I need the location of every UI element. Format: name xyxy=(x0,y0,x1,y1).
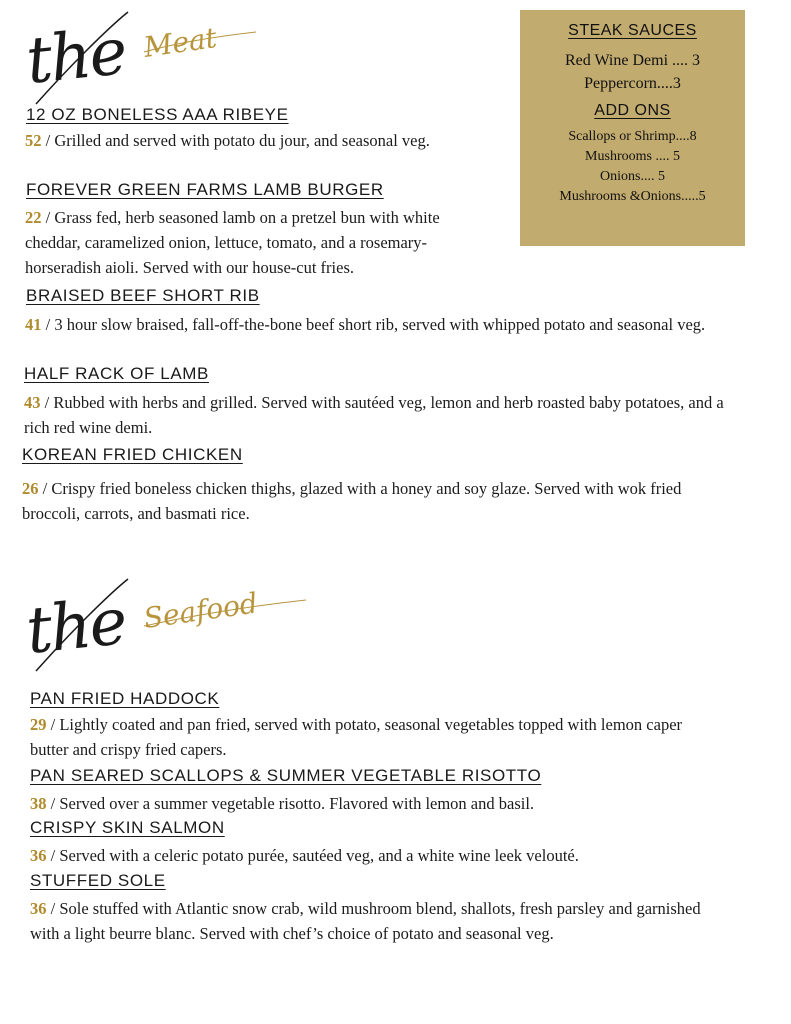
meat-script-flourish xyxy=(28,8,138,108)
addon-item: Mushrooms &Onions.....5 xyxy=(559,189,706,204)
menu-item-price: 36 xyxy=(30,899,47,918)
menu-item-description: 52 / Grilled and served with potato du jour, and seasonal veg. xyxy=(25,131,430,150)
sauce-item: Red Wine Demi .... 3 xyxy=(564,52,701,69)
seafood-script-title: Seafood xyxy=(141,586,260,635)
seafood-script-the: the xyxy=(22,585,129,669)
meat-script-underline xyxy=(140,28,260,58)
menu-item-price: 52 xyxy=(25,131,42,150)
sauce-item: Peppercorn....3 xyxy=(584,75,681,92)
menu-item-description: 38 / Served over a summer vegetable risotto. Flavored with lemon and basil. xyxy=(30,794,535,813)
menu-item-price: 26 xyxy=(22,479,39,498)
menu-item-title: STUFFED SOLE xyxy=(30,871,166,890)
menu-item-description: 36 / Sole stuffed with Atlantic snow crab, wild mushroom blend, shallots, fresh parsley and garnished with a light beurre blanc. Served with chef’s choice of potato and seasonal veg. xyxy=(30,899,701,943)
steak-sauces-box xyxy=(520,10,745,246)
seafood-script-flourish xyxy=(28,575,138,675)
menu-item-title: PAN SEARED SCALLOPS & SUMMER VEGETABLE RISOTTO xyxy=(30,766,542,785)
menu-item-title: PAN FRIED HADDOCK xyxy=(30,689,220,708)
menu-item-title: FOREVER GREEN FARMS LAMB BURGER xyxy=(26,180,384,199)
menu-item-description: 43 / Rubbed with herbs and grilled. Served with sautéed veg, lemon and herb roasted baby potatoes, and a rich red wine demi. xyxy=(24,393,724,437)
menu-item-title: HALF RACK OF LAMB xyxy=(24,364,209,383)
menu-item-description: 22 / Grass fed, herb seasoned lamb on a pretzel bun with white cheddar, caramelized onion, lettuce, tomato, and a rosemary-horseradish aioli. Served with our house-cut fries. xyxy=(25,208,440,277)
menu-item-title: 12 OZ BONELESS AAA RIBEYE xyxy=(26,105,289,124)
menu-item-description: 26 / Crispy fried boneless chicken thighs, glazed with a honey and soy glaze. Served with wok fried broccoli, carrots, and basmati rice. xyxy=(22,479,682,523)
add-ons-heading: ADD ONS xyxy=(594,102,671,119)
menu-item-description: 41 / 3 hour slow braised, fall-off-the-bone beef short rib, served with whipped potato and seasonal veg. xyxy=(25,315,706,334)
menu-item-price: 41 xyxy=(25,315,42,334)
menu-item-description: 29 / Lightly coated and pan fried, served with potato, seasonal vegetables topped with lemon caper butter and crispy fried capers. xyxy=(30,715,683,759)
menu-item-price: 22 xyxy=(25,208,42,227)
menu-item-description: 36 / Served with a celeric potato purée, sautéed veg, and a white wine leek velouté. xyxy=(30,846,579,865)
menu-item-title: BRAISED BEEF SHORT RIB xyxy=(26,286,260,305)
menu-item-price: 38 xyxy=(30,794,47,813)
menu-item-title: KOREAN FRIED CHICKEN xyxy=(22,445,243,464)
menu-item-title: CRISPY SKIN SALMON xyxy=(30,818,225,837)
addon-item: Onions.... 5 xyxy=(600,169,665,184)
menu-item-price: 29 xyxy=(30,715,47,734)
addon-item: Mushrooms .... 5 xyxy=(585,149,680,164)
addon-item: Scallops or Shrimp....8 xyxy=(568,129,697,144)
menu-item-price: 36 xyxy=(30,846,47,865)
menu-item-price: 43 xyxy=(24,393,41,412)
meat-script-the: the xyxy=(22,15,129,99)
steak-sauces-heading: STEAK SAUCES xyxy=(568,22,697,39)
seafood-script-underline xyxy=(140,596,310,632)
meat-script-title: Meat xyxy=(141,21,219,64)
